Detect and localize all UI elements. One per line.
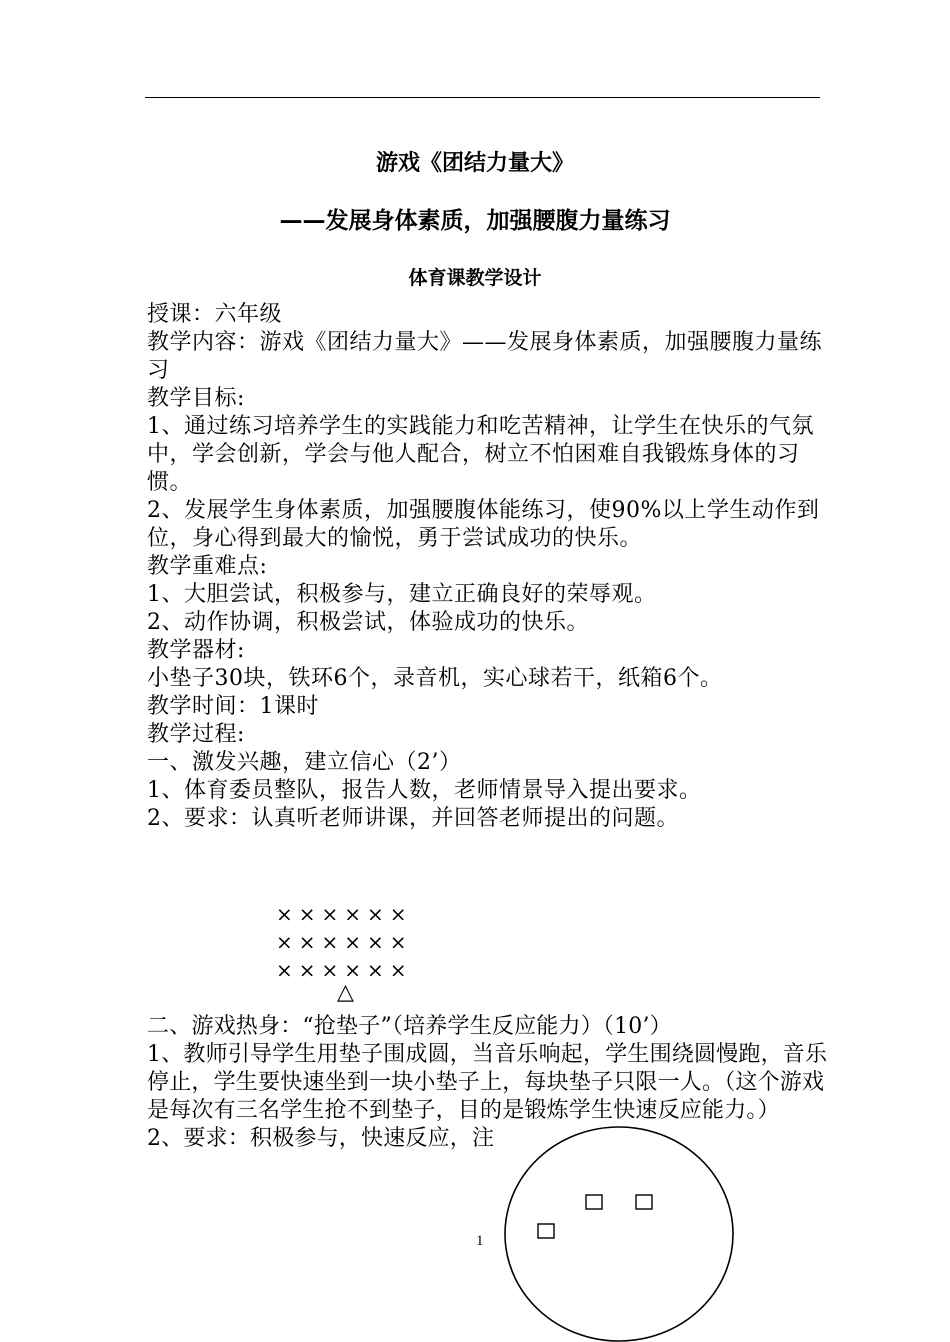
equipment-list: 小垫子30块，铁环6个，录音机，实心球若干，纸箱6个。 <box>147 666 723 691</box>
formation-row: ×××××× <box>276 902 413 926</box>
section-1-heading: 一、激发兴趣，建立信心（2’） <box>147 750 462 775</box>
equipment-heading: 教学器材: <box>147 638 245 663</box>
key-point-2: 2、动作协调，积极尝试，体验成功的快乐。 <box>147 610 589 635</box>
header-rule <box>145 97 820 98</box>
process-heading: 教学过程: <box>147 722 245 747</box>
document-subtitle: ——发展身体素质，加强腰腹力量练习 <box>279 208 671 234</box>
document-title: 游戏《团结力量大》 <box>375 151 574 176</box>
key-point-1: 1、大胆尝试，积极参与，建立正确良好的荣辱观。 <box>147 582 657 607</box>
document-type-heading: 体育课教学设计 <box>408 267 542 289</box>
lesson-plan-body <box>147 301 827 833</box>
section-1-item-2: 2、要求：认真听老师讲课，并回答老师提出的问题。 <box>147 806 679 831</box>
duration-line: 教学时间：1课时 <box>147 694 319 719</box>
section-2-item-1: 1、教师引导学生用垫子围成圆，当音乐响起，学生围绕圆慢跑，音乐停止，学生要快速坐到一块小垫子上，每块垫子只限一人。（这个游戏是每次有三名学生抢不到垫子，目的是锻炼学生快速反应能力。） <box>147 1042 828 1123</box>
section-2-item-2: 2、要求：积极参与，快速反应，注 <box>147 1126 495 1151</box>
content-line: 教学内容：游戏《团结力量大》——发展身体素质，加强腰腹力量练习 <box>147 330 823 383</box>
formation-row: ×××××× <box>276 930 413 954</box>
key-points-heading: 教学重难点: <box>147 554 268 579</box>
goal-item-2: 2、发展学生身体素质，加强腰腹体能练习，使90%以上学生动作到位，身心得到最大的愉悦，勇于尝试成功的快乐。 <box>147 498 820 551</box>
mat-square-icon <box>538 1224 554 1238</box>
section-1-item-1: 1、体育委员整队，报告人数，老师情景导入提出要求。 <box>147 778 702 803</box>
formation-row: ×××××× <box>276 958 413 982</box>
goal-item-1: 1、通过练习培养学生的实践能力和吃苦精神，让学生在快乐的气氛中，学会创新，学会与他人配合，树立不怕困难自我锻炼身体的习惯。 <box>147 414 814 495</box>
mat-square-icon <box>586 1195 602 1209</box>
mat-circle-diagram <box>500 1125 740 1342</box>
section-2-heading: 二、游戏热身：“抢垫子”（培养学生反应能力）（10’） <box>147 1014 672 1039</box>
grade-line: 授课：六年级 <box>147 302 283 327</box>
goals-heading: 教学目标: <box>147 386 245 411</box>
teacher-triangle-icon: △ <box>337 980 354 1005</box>
mat-square-icon <box>636 1195 652 1209</box>
student-formation-diagram <box>276 900 413 984</box>
page-number: 1 <box>476 1233 484 1249</box>
